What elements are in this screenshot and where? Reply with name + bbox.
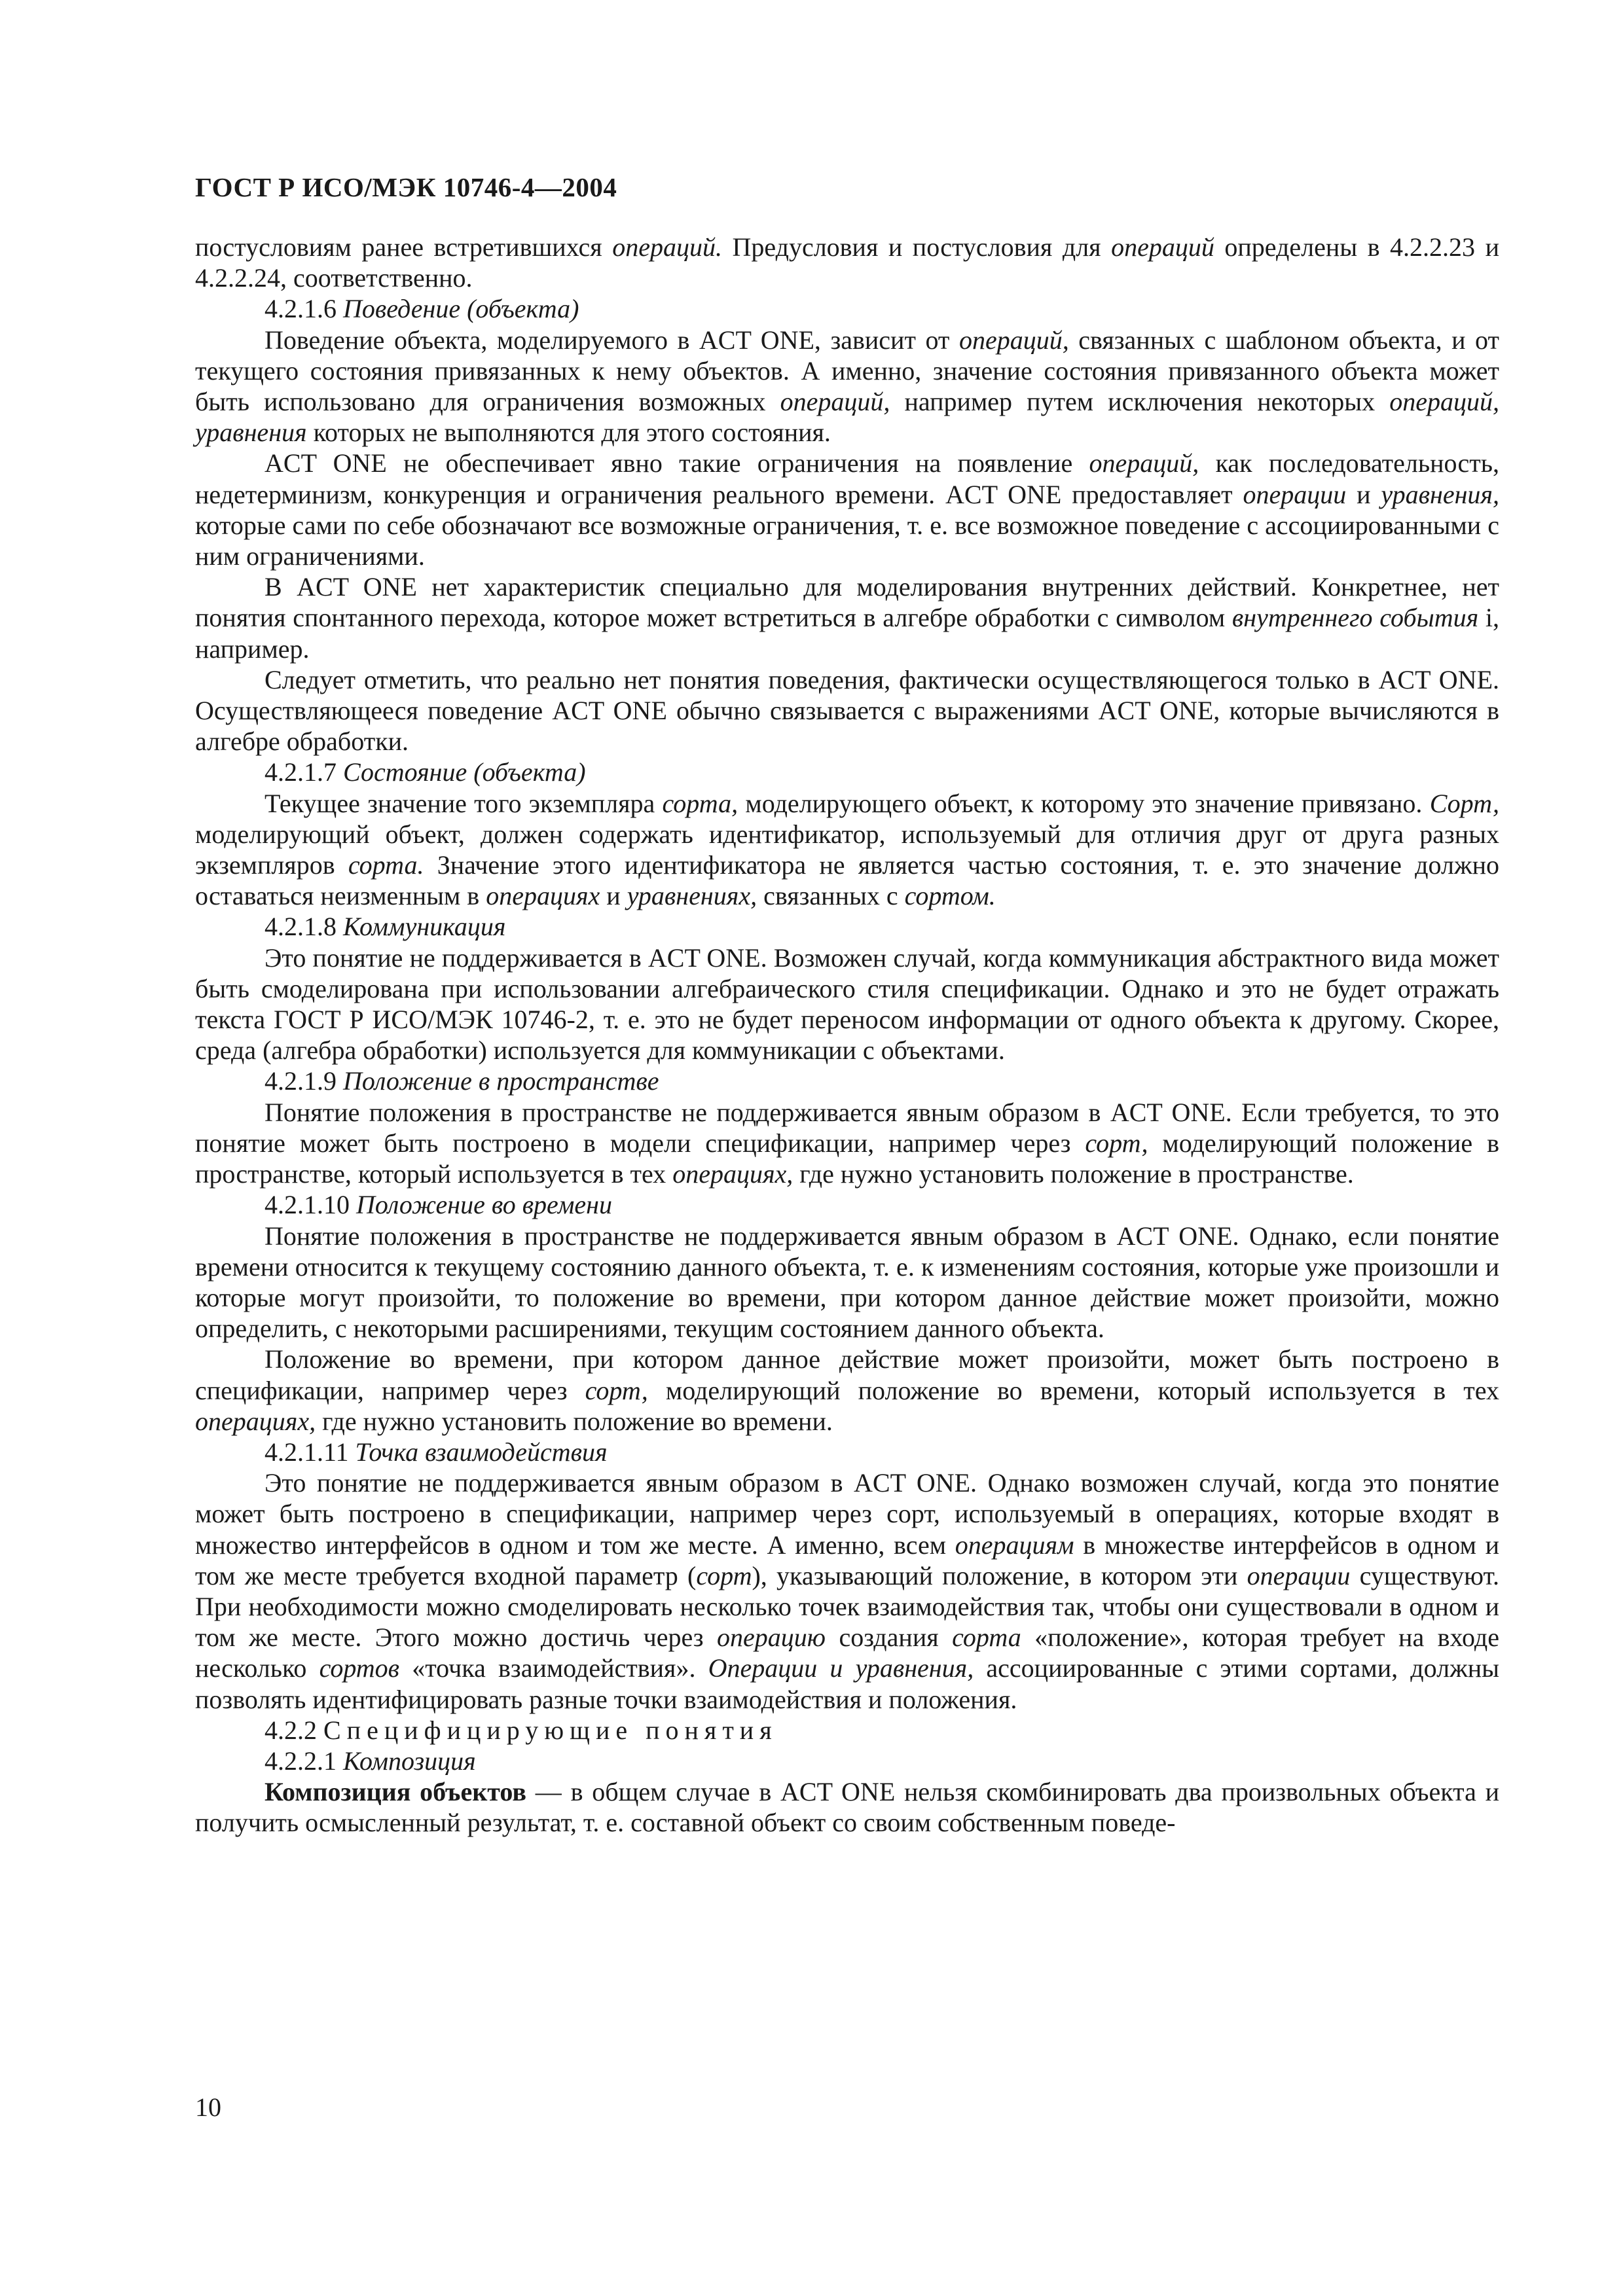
paragraph: В ACT ONE нет характеристик специально для моделирования внутренних действий. Конкретнее, нет понятия спонтанного перехода, которое может встретиться в алгебре обработки с символом внутреннего события i, например. — [195, 572, 1499, 664]
section-heading-4-2-1-8: 4.2.1.8 Коммуникация — [264, 912, 506, 942]
paragraph: Понятие положения в пространстве не поддерживается явным образом в ACT ONE. Если требуется, то это понятие может быть построено в модели спецификации, например через сорт, моделирующий положение в пространстве, который используется в тех операциях, где нужно установить положение в пространстве. — [195, 1097, 1500, 1189]
paragraph: Это понятие не поддерживается явным образом в ACT ONE. Однако возможен случай, когда это понятие может быть построено в спецификации, например через сорт, используемый в операциях, которые входят в множество интерфейсов в одном и том же месте. А именно, всем операциям в множестве интерфейсов в одном и том же месте требуется входной параметр (сорт), указывающий положение, в котором эти операции существуют. При необходимости можно смоделировать несколько точек взаимодействия так, чтобы они существовали в одном и том же месте. Этого можно достичь через операцию создания сорта «положение», которая требует на входе несколько сортов «точка взаимодействия». Операции и уравнения, ассоциированные с этими сортами, должны позволять идентифицировать разные точки взаимодействия и положения. — [195, 1468, 1500, 1714]
paragraph: постусловиям ранее встретившихся операций. Предусловия и постусловия для операций определены в 4.2.2.23 и 4.2.2.24, соответственно. — [195, 232, 1499, 293]
section-heading-4-2-1-6: 4.2.1.6 Поведение (объекта) — [264, 294, 579, 324]
paragraph: ACT ONE не обеспечивает явно такие ограничения на появление операций, как последовательность, недетерминизм, конкуренция и ограничения реального времени. ACT ONE предоставляет операции и уравнения, которые сами по себе обозначают все возможные ограничения, т. е. все возможное поведение с ассоциированными с ним ограничениями. — [195, 448, 1500, 571]
paragraph: Композиция объектов — в общем случае в ACT ONE нельзя скомбинировать два произвольных объекта и получить осмысленный результат, т. е. составной объект со своим собственным поведе- — [195, 1777, 1500, 1838]
defined-term: Композиция объектов — [264, 1777, 527, 1807]
section-heading-4-2-2-1: 4.2.2.1 Композиция — [264, 1746, 476, 1776]
section-heading-4-2-1-7: 4.2.1.7 Состояние (объекта) — [264, 757, 586, 787]
section-heading-4-2-2: 4.2.2 Специфицирующие понятия — [264, 1715, 778, 1745]
page-number: 10 — [195, 2092, 221, 2122]
paragraph: Положение во времени, при котором данное действие может произойти, может быть построено в спецификации, например через сорт, моделирующий положение во времени, который используется в тех операциях, где нужно установить положение во времени. — [195, 1344, 1499, 1436]
section-heading-4-2-1-11: 4.2.1.11 Точка взаимодействия — [264, 1437, 608, 1467]
paragraph: Поведение объекта, моделируемого в ACT ONE, зависит от операций, связанных с шаблоном объекта, и от текущего состояния привязанных к нему объектов. А именно, значение состояния привязанного объекта может быть использовано для ограничения возможных операций, например путем исключения некоторых операций, уравнения которых не выполняются для этого состояния. — [195, 325, 1500, 448]
paragraph: Понятие положения в пространстве не поддерживается явным образом в ACT ONE. Однако, если понятие времени относится к текущему состоянию данного объекта, т. е. к изменениям состояния, которые уже произошли и которые могут произойти, то положение во времени, при котором данное действие может произойти, можно определить, с некоторыми расширениями, текущим состоянием данного объекта. — [195, 1221, 1499, 1344]
section-heading-4-2-1-10: 4.2.1.10 Положение во времени — [264, 1190, 612, 1220]
paragraph: Это понятие не поддерживается в ACT ONE. Возможен случай, когда коммуникация абстрактного вида может быть смоделирована при использовании алгебраического стиля спецификации. Однако и это не будет отражать текста ГОСТ Р ИСО/МЭК 10746-2, т. е. это не будет переносом информации от одного объекта к другому. Скорее, среда (алгебра обработки) используется для коммуникации с объектами. — [195, 942, 1499, 1066]
section-heading-4-2-1-9: 4.2.1.9 Положение в пространстве — [264, 1066, 659, 1096]
paragraph: Текущее значение того экземпляра сорта, моделирующего объект, к которому это значение привязано. Сорт, моделирующий объект, должен содержать идентификатор, используемый для отличия друг от друга разных экземпляров сорта. Значение этого идентификатора не является частью состояния, т. е. это значение должно оставаться неизменным в операциях и уравнениях, связанных с сортом. — [195, 788, 1500, 911]
paragraph: Следует отметить, что реально нет понятия поведения, фактически осуществляющегося только в ACT ONE. Осуществляющееся поведение ACT ONE обычно связывается с выражениями ACT ONE, которые вычисляются в алгебре обработки. — [195, 664, 1499, 757]
page-body — [195, 232, 1499, 1839]
page-header: ГОСТ Р ИСО/МЭК 10746-4—2004 — [195, 172, 617, 202]
